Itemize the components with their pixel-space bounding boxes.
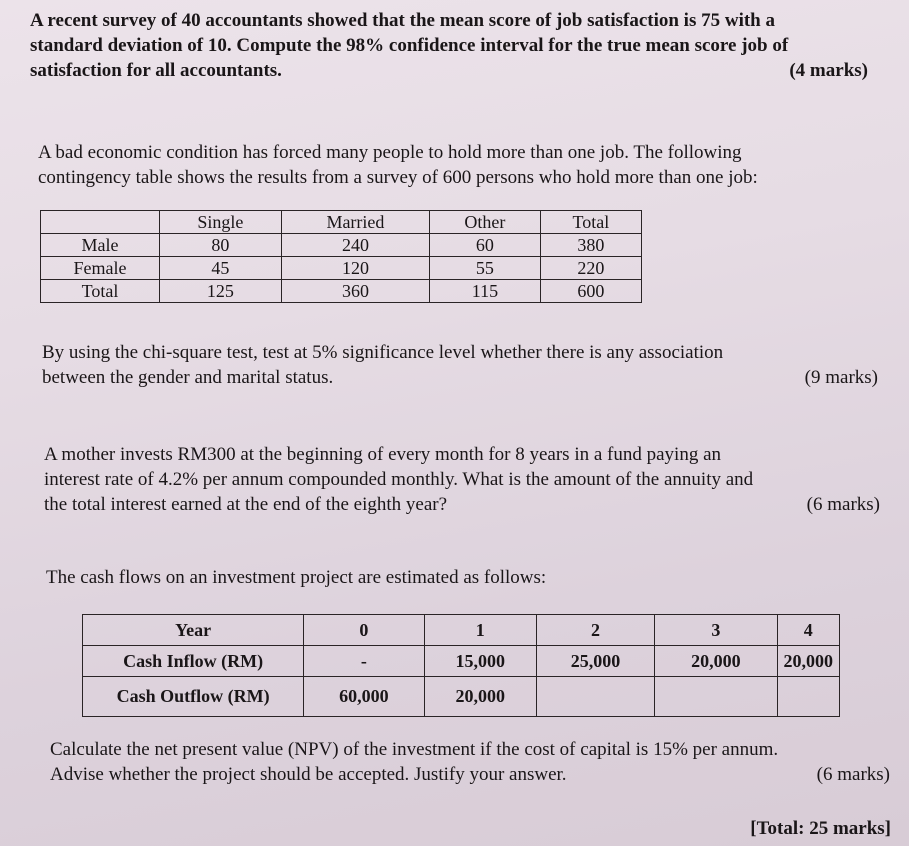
table-header-row [41,211,642,234]
table-cell: 80 [160,234,282,257]
table-cell: Cash Inflow (RM) [83,646,304,677]
table-cell [655,677,777,717]
table-header-row [83,615,840,646]
question-annuity [44,442,880,517]
table-cell: - [304,646,424,677]
table-cell: 25,000 [536,646,654,677]
question-line: By using the chi-square test, test at 5% significance level whether there is any association [42,342,724,363]
question-line: The cash flows on an investment project are estimated as follows: [46,567,547,588]
total-marks: [Total: 25 marks] [750,818,891,839]
table-cell: 600 [540,280,641,303]
table-cell: 240 [281,234,429,257]
table-header-cell: Total [540,211,641,234]
marks-label: (9 marks) [804,367,878,388]
question-line: Advise whether the project should be accepted. Justify your answer. (6 marks) [50,764,890,785]
table-cell: 380 [540,234,641,257]
table-header-cell [41,211,160,234]
question-line: A recent survey of 40 accountants showed that the mean score of job satisfaction is 75 with a [30,10,775,31]
marks-label: (6 marks) [806,494,880,515]
cashflow-table [82,614,840,717]
table-cell: 220 [540,257,641,280]
table-cell: 115 [430,280,541,303]
table-header-cell: 3 [655,615,777,646]
question-line: satisfaction for all accountants. (4 marks) [30,60,868,81]
table-cell: 15,000 [424,646,536,677]
table-cell: 60 [430,234,541,257]
table-cell: Male [41,234,160,257]
table-header-cell: Married [281,211,429,234]
table-row [41,280,642,303]
table-cell: Cash Outflow (RM) [83,677,304,717]
table-cell: 60,000 [304,677,424,717]
table-header-cell: 4 [777,615,840,646]
table-cell: 20,000 [424,677,536,717]
table-row [41,234,642,257]
table-row [83,677,840,717]
table-cell: 120 [281,257,429,280]
table-header-cell: 2 [536,615,654,646]
question-cashflow-intro [46,565,882,590]
table-cell [536,677,654,717]
question-line: Calculate the net present value (NPV) of the investment if the cost of capital is 15% per annum. [50,739,779,760]
question-line: interest rate of 4.2% per annum compounded monthly. What is the amount of the annuity and [44,469,754,490]
table-cell: 125 [160,280,282,303]
question-confidence-interval [30,8,868,83]
table-cell: 20,000 [655,646,777,677]
table-cell: Total [41,280,160,303]
question-line: standard deviation of 10. Compute the 98% confidence interval for the true mean score job of [30,35,789,56]
question-npv [50,737,890,787]
table-row [41,257,642,280]
question-line: A bad economic condition has forced many people to hold more than one job. The following [38,142,742,163]
table-header-cell: Other [430,211,541,234]
table-header-cell: Single [160,211,282,234]
table-header-cell: 0 [304,615,424,646]
marks-label: (6 marks) [816,764,890,785]
table-header-cell: 1 [424,615,536,646]
table-cell: 55 [430,257,541,280]
table-cell: Female [41,257,160,280]
table-cell: 20,000 [777,646,840,677]
table-cell: 45 [160,257,282,280]
table-header-cell: Year [83,615,304,646]
table-cell: 360 [281,280,429,303]
question-line: A mother invests RM300 at the beginning of every month for 8 years in a fund paying an [44,444,722,465]
question-chi-square [42,340,878,390]
table-cell [777,677,840,717]
question-line: the total interest earned at the end of the eighth year? (6 marks) [44,494,880,515]
table-row [83,646,840,677]
marks-label: (4 marks) [789,60,868,81]
contingency-table [40,210,642,303]
question-line: contingency table shows the results from a survey of 600 persons who hold more than one job: [38,167,758,188]
question-contingency-intro [38,140,868,190]
question-line: between the gender and marital status. (9 marks) [42,367,878,388]
